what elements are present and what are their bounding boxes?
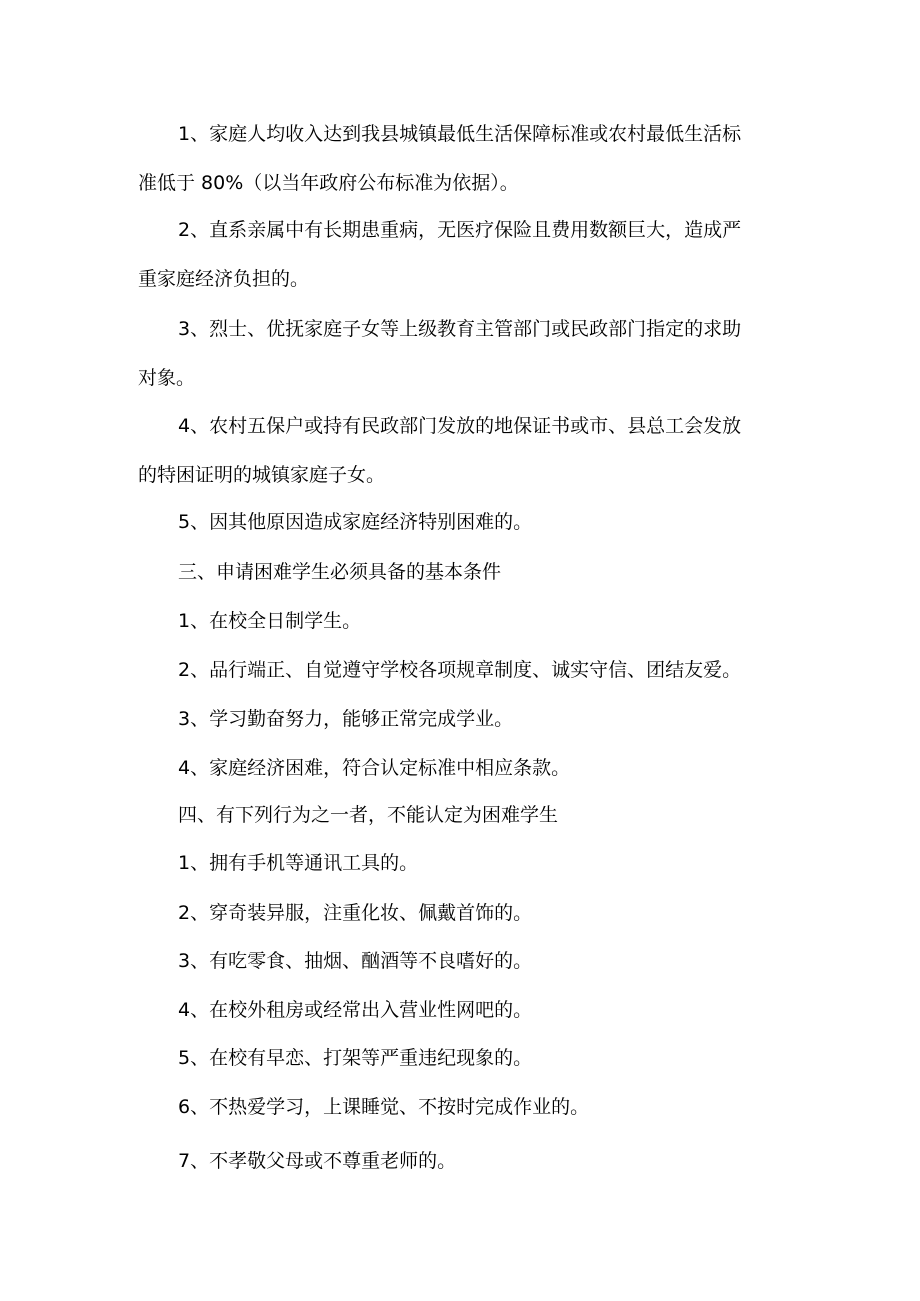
text-line: 1、拥有手机等通讯工具的。 xyxy=(178,852,419,874)
section-heading-text: 四、有下列行为之一者，不能认定为困难学生 xyxy=(178,804,559,826)
text-line: 对象。 xyxy=(138,367,196,389)
paragraph-exclusion-4 xyxy=(138,986,778,1035)
text-line: 4、家庭经济困难，符合认定标准中相应条款。 xyxy=(178,757,571,779)
text-line: 2、直系亲属中有长期患重病，无医疗保险且费用数额巨大，造成严 xyxy=(178,219,742,241)
paragraph-condition-4 xyxy=(138,744,778,793)
paragraph-criterion-4 xyxy=(138,402,778,500)
paragraph-criterion-3 xyxy=(138,305,778,403)
text-line: 1、家庭人均收入达到我县城镇最低生活保障标准或农村最低生活标 xyxy=(178,123,742,145)
section-heading-text: 三、申请困难学生必须具备的基本条件 xyxy=(178,561,502,583)
text-line: 重家庭经济负担的。 xyxy=(138,268,310,290)
text-line: 7、不孝敬父母或不尊重老师的。 xyxy=(178,1150,457,1172)
text-line: 3、有吃零食、抽烟、酗酒等不良嗜好的。 xyxy=(178,950,533,972)
text-line: 1、在校全日制学生。 xyxy=(178,610,362,632)
text-line: 的特困证明的城镇家庭子女。 xyxy=(138,464,386,486)
section-heading-4 xyxy=(138,791,778,840)
paragraph-condition-2 xyxy=(138,646,778,695)
text-line: 5、在校有早恋、打架等严重违纪现象的。 xyxy=(178,1047,533,1069)
text-line: 4、在校外租房或经常出入营业性网吧的。 xyxy=(178,999,533,1021)
paragraph-criterion-2 xyxy=(138,206,778,304)
text-line: 2、品行端正、自觉遵守学校各项规章制度、诚实守信、团结友爱。 xyxy=(178,659,742,681)
paragraph-criterion-1 xyxy=(138,110,778,208)
paragraph-exclusion-7 xyxy=(138,1137,778,1186)
paragraph-exclusion-2 xyxy=(138,889,778,938)
text-line: 3、烈士、优抚家庭子女等上级教育主管部门或民政部门指定的求助 xyxy=(178,318,742,340)
text-line: 2、穿奇装异服，注重化妆、佩戴首饰的。 xyxy=(178,902,533,924)
paragraph-exclusion-5 xyxy=(138,1034,778,1083)
paragraph-exclusion-1 xyxy=(138,839,778,888)
text-line: 6、不热爱学习，上课睡觉、不按时完成作业的。 xyxy=(178,1096,590,1118)
paragraph-exclusion-6 xyxy=(138,1083,778,1132)
paragraph-condition-3 xyxy=(138,695,778,744)
section-heading-3 xyxy=(138,548,778,597)
paragraph-condition-1 xyxy=(138,597,778,646)
paragraph-exclusion-3 xyxy=(138,937,778,986)
text-line: 准低于 80%（以当年政府公布标准为依据）。 xyxy=(138,172,519,194)
text-line: 4、农村五保户或持有民政部门发放的地保证书或市、县总工会发放 xyxy=(178,415,742,437)
text-line: 5、因其他原因造成家庭经济特别困难的。 xyxy=(178,511,533,533)
paragraph-criterion-5 xyxy=(138,498,778,547)
text-line: 3、学习勤奋努力，能够正常完成学业。 xyxy=(178,708,514,730)
